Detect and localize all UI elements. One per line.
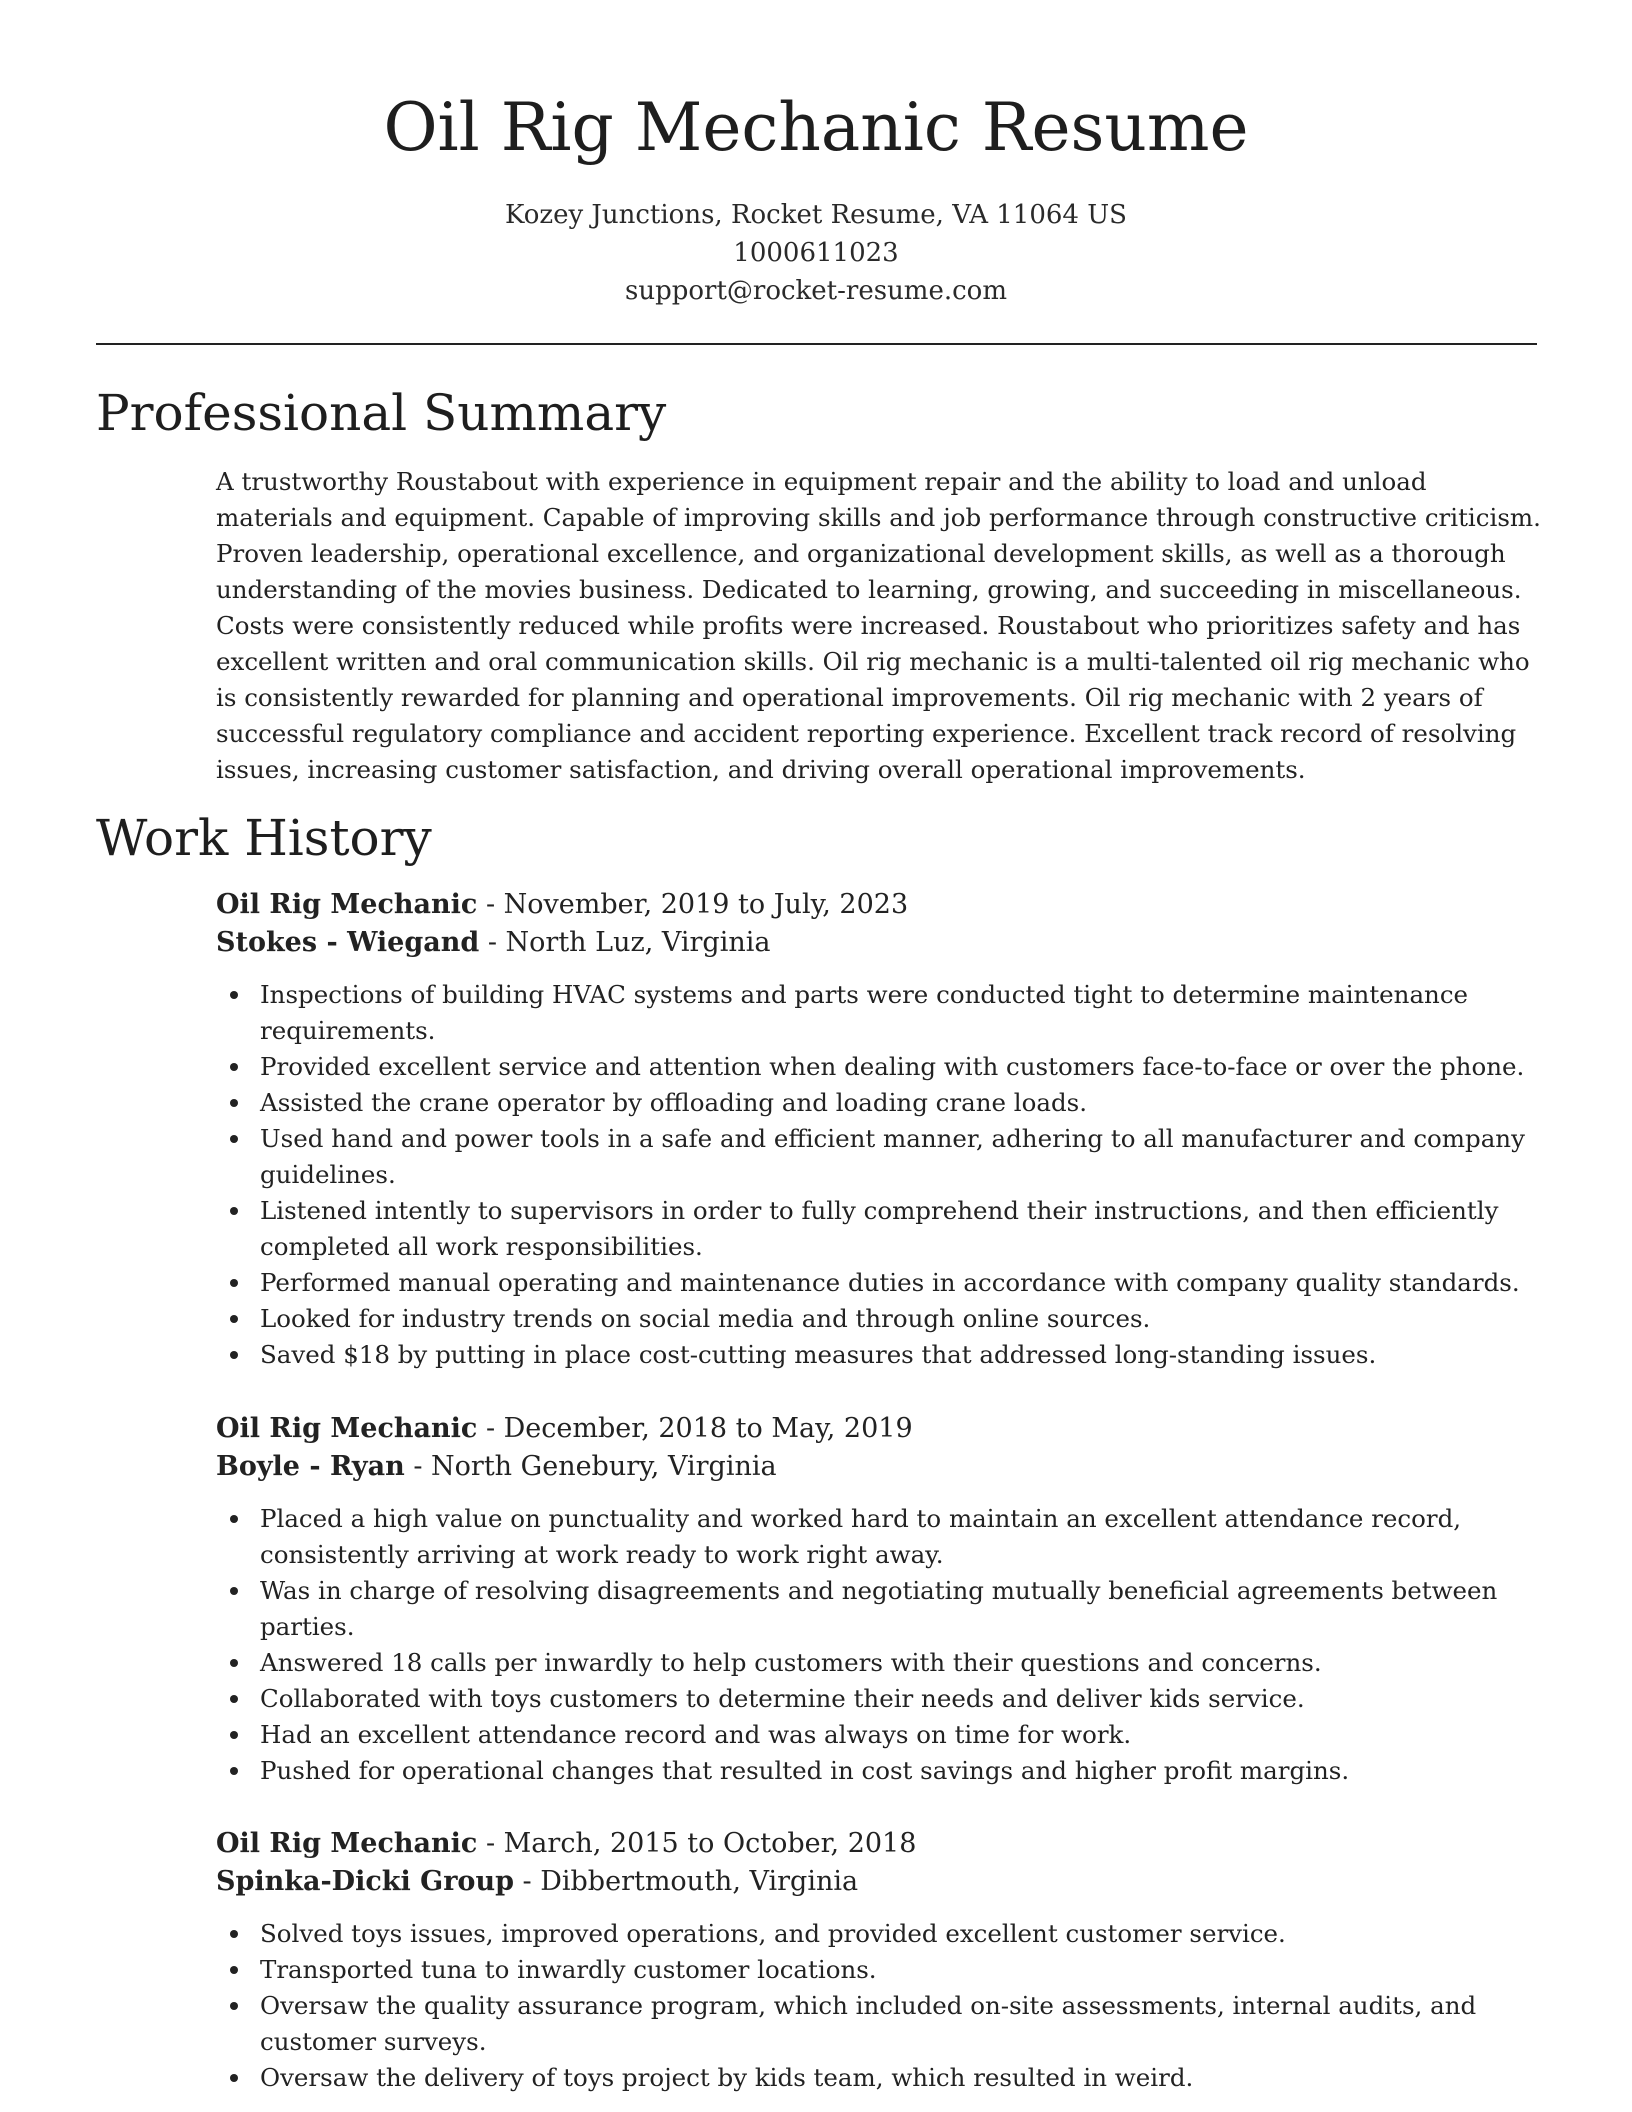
contact-address: Kozey Junctions, Rocket Resume, VA 11064 US xyxy=(505,200,1127,230)
summary-text: A trustworthy Roustabout with experience in equipment repair and the ability to load and unload materials and equipment. Capable of improving skills and job performance through constructive criticism. Proven leadership, operational excellence, and organizational development skills, as well as a thorough understanding of the movies business. Dedicated to learning, growing, and succeeding in miscellaneous. Costs were consistently reduced while profits were increased. Roustabout who prioritizes safety and has excellent written and oral communication skills. Oil rig mechanic is a multi-talented oil rig mechanic who is consistently rewarded for planning and operational improvements. Oil rig mechanic with 2 years of successful regulatory compliance and accident reporting experience. Excellent track record of resolving issues, increasing customer satisfaction, and driving overall operational improvements. xyxy=(216,467,1541,784)
job-duties-list xyxy=(216,977,1546,1373)
bullet-icon xyxy=(230,1659,238,1667)
bullet-icon xyxy=(230,1966,238,1974)
job-dates: - November, 2019 to July, 2023 xyxy=(477,889,909,920)
duty-text: Oversaw the quality assurance program, which included on-site assessments, internal audits, and customer surveys. xyxy=(260,1991,1477,2056)
job-company: Boyle - Ryan xyxy=(216,1451,405,1482)
list-item xyxy=(216,2060,1546,2096)
work-history-heading: Work History xyxy=(96,809,432,867)
bullet-icon xyxy=(230,1767,238,1775)
duty-text: Listened intently to supervisors in order to fully comprehend their instructions, and then efficiently completed all work responsibilities. xyxy=(260,1196,1499,1261)
job-company: Spinka-Dicki Group xyxy=(216,1866,514,1897)
duty-text: Performed manual operating and maintenance duties in accordance with company quality standards. xyxy=(260,1268,1520,1297)
job-title: Oil Rig Mechanic xyxy=(216,1413,478,1444)
job-location: - North Luz, Virginia xyxy=(479,927,771,958)
list-item xyxy=(216,1645,1546,1681)
duty-text: Transported tuna to inwardly customer locations. xyxy=(260,1955,877,1984)
list-item xyxy=(216,1501,1546,1573)
job-title: Oil Rig Mechanic xyxy=(216,889,478,920)
duty-text: Inspections of building HVAC systems and parts were conducted tight to determine maintenance requirements. xyxy=(260,980,1469,1045)
summary-heading: Professional Summary xyxy=(96,384,667,442)
list-item xyxy=(216,1265,1546,1301)
job-duties-list xyxy=(216,1916,1546,2096)
bullet-icon xyxy=(230,2002,238,2010)
job-dates: - December, 2018 to May, 2019 xyxy=(477,1413,913,1444)
job-company-line xyxy=(216,1448,1546,1486)
job-company: Stokes - Wiegand xyxy=(216,927,480,958)
list-item xyxy=(216,1753,1546,1789)
duty-text: Pushed for operational changes that resulted in cost savings and higher profit margins. xyxy=(260,1756,1350,1785)
job-location: - North Genebury, Virginia xyxy=(404,1451,777,1482)
bullet-icon xyxy=(230,1695,238,1703)
list-item xyxy=(216,1085,1546,1121)
job-duties-list xyxy=(216,1501,1546,1789)
list-item xyxy=(216,1681,1546,1717)
bullet-icon xyxy=(230,1731,238,1739)
list-item xyxy=(216,1988,1546,2060)
contact-email: support@rocket-resume.com xyxy=(624,276,1007,306)
duty-text: Solved toys issues, improved operations, and provided excellent customer service. xyxy=(260,1919,1286,1948)
duty-text: Answered 18 calls per inwardly to help customers with their questions and concerns. xyxy=(260,1648,1322,1677)
list-item xyxy=(216,1049,1546,1085)
duty-text: Looked for industry trends on social media and through online sources. xyxy=(260,1304,1151,1333)
list-item xyxy=(216,1717,1546,1753)
header-divider xyxy=(96,343,1537,345)
duty-text: Oversaw the delivery of toys project by kids team, which resulted in weird. xyxy=(260,2063,1194,2092)
resume-title: Oil Rig Mechanic Resume xyxy=(383,89,1249,166)
job-dates: - March, 2015 to October, 2018 xyxy=(477,1828,917,1859)
list-item xyxy=(216,1916,1546,1952)
duty-text: Provided excellent service and attention when dealing with customers face-to-face or over the phone. xyxy=(260,1052,1525,1081)
bullet-icon xyxy=(230,1099,238,1107)
bullet-icon xyxy=(230,1315,238,1323)
duty-text: Used hand and power tools in a safe and efficient manner, adhering to all manufacturer and company guidelines. xyxy=(260,1124,1525,1189)
list-item xyxy=(216,1952,1546,1988)
list-item xyxy=(216,1193,1546,1265)
duty-text: Placed a high value on punctuality and worked hard to maintain an excellent attendance record, consistently arriving at work ready to work right away. xyxy=(260,1504,1462,1569)
job-entry xyxy=(216,1825,1546,2096)
duty-text: Saved $18 by putting in place cost-cutting measures that addressed long-standing issues. xyxy=(260,1340,1377,1369)
bullet-icon xyxy=(230,1135,238,1143)
job-title: Oil Rig Mechanic xyxy=(216,1828,478,1859)
bullet-icon xyxy=(230,1587,238,1595)
list-item xyxy=(216,1121,1546,1193)
job-company-line xyxy=(216,924,1546,962)
job-title-line xyxy=(216,1825,1546,1863)
resume-header xyxy=(0,0,1632,310)
list-item xyxy=(216,1337,1546,1373)
job-entry xyxy=(216,1410,1546,1789)
bullet-icon xyxy=(230,1930,238,1938)
list-item xyxy=(216,977,1546,1049)
bullet-icon xyxy=(230,2074,238,2082)
duty-text: Assisted the crane operator by offloading and loading crane loads. xyxy=(260,1088,1088,1117)
contact-phone: 1000611023 xyxy=(733,238,899,268)
job-title-line xyxy=(216,1410,1546,1448)
job-entry xyxy=(216,886,1546,1373)
bullet-icon xyxy=(230,1515,238,1523)
bullet-icon xyxy=(230,1351,238,1359)
duty-text: Was in charge of resolving disagreements and negotiating mutually beneficial agreements between parties. xyxy=(260,1576,1498,1641)
bullet-icon xyxy=(230,1279,238,1287)
duty-text: Collaborated with toys customers to determine their needs and deliver kids service. xyxy=(260,1684,1305,1713)
bullet-icon xyxy=(230,1207,238,1215)
job-location: - Dibbertmouth, Virginia xyxy=(513,1866,859,1897)
duty-text: Had an excellent attendance record and was always on time for work. xyxy=(260,1720,1132,1749)
list-item xyxy=(216,1301,1546,1337)
job-title-line xyxy=(216,886,1546,924)
list-item xyxy=(216,1573,1546,1645)
contact-info xyxy=(0,196,1632,310)
bullet-icon xyxy=(230,1063,238,1071)
job-company-line xyxy=(216,1863,1546,1901)
bullet-icon xyxy=(230,991,238,999)
